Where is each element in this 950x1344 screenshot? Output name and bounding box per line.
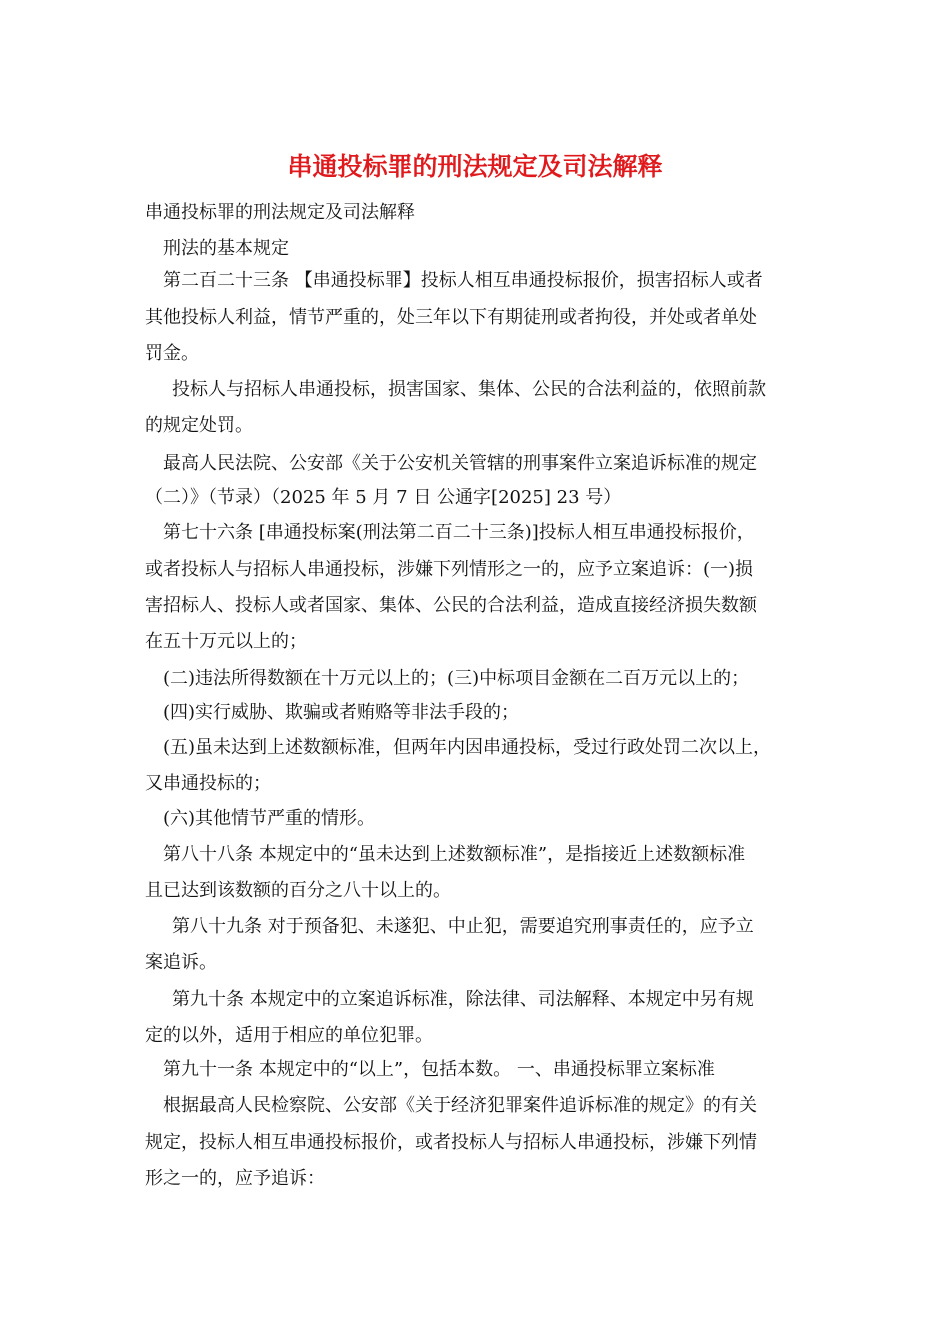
paragraph-line: 第二百二十三条 【串通投标罪】投标人相互串通投标报价，损害招标人或者: [163, 270, 763, 291]
paragraph-line: 定的以外，适用于相应的单位犯罪。: [145, 1025, 433, 1046]
paragraph-line: 最高人民法院、公安部《关于公安机关管辖的刑事案件立案追诉标准的规定: [163, 453, 757, 474]
paragraph-line: 根据最高人民检察院、公安部《关于经济犯罪案件追诉标准的规定》的有关: [163, 1095, 757, 1116]
paragraph-line: 第八十八条 本规定中的“虽未达到上述数额标准”，是指接近上述数额标准: [163, 844, 746, 865]
paragraph-line: 在五十万元以上的；: [145, 631, 307, 652]
paragraph-line: 第九十一条 本规定中的“以上”，包括本数。 一、串通投标罪立案标准: [163, 1059, 715, 1080]
paragraph-line: (五)虽未达到上述数额标准，但两年内因串通投标，受过行政处罚二次以上，: [163, 737, 772, 758]
paragraph-line: 案追诉。: [145, 952, 217, 973]
paragraph-line: 第八十九条 对于预备犯、未遂犯、中止犯，需要追究刑事责任的，应予立: [172, 916, 754, 937]
paragraph-line: 害招标人、投标人或者国家、集体、公民的合法利益，造成直接经济损失数额: [145, 595, 757, 616]
paragraph-line: 且已达到该数额的百分之八十以上的。: [145, 880, 451, 901]
paragraph-line: 第九十条 本规定中的立案追诉标准，除法律、司法解释、本规定中另有规: [172, 989, 754, 1010]
document-title: 串通投标罪的刑法规定及司法解释: [287, 152, 663, 181]
paragraph-line: 又串通投标的；: [145, 773, 271, 794]
paragraph-line: 投标人与招标人串通投标，损害国家、集体、公民的合法利益的，依照前款: [172, 379, 766, 400]
paragraph-line: (六)其他情节严重的情形。: [163, 808, 376, 829]
paragraph-line: （二）》（节录）（2025 年 5 月 7 日 公通字[2025] 23 号）: [145, 487, 622, 508]
paragraph-line: 串通投标罪的刑法规定及司法解释: [145, 202, 415, 223]
paragraph-line: 刑法的基本规定: [163, 238, 289, 259]
paragraph-line: (二)违法所得数额在十万元以上的；(三)中标项目金额在二百万元以上的；: [163, 668, 750, 689]
paragraph-line: 罚金。: [145, 343, 199, 364]
paragraph-line: 其他投标人利益，情节严重的，处三年以下有期徒刑或者拘役，并处或者单处: [145, 307, 757, 328]
paragraph-line: 的规定处罚。: [145, 415, 253, 436]
paragraph-line: (四)实行威胁、欺骗或者贿赂等非法手段的；: [163, 702, 520, 723]
paragraph-line: 规定，投标人相互串通投标报价，或者投标人与招标人串通投标，涉嫌下列情: [145, 1132, 757, 1153]
paragraph-line: 或者投标人与招标人串通投标，涉嫌下列情形之一的，应予立案追诉：(一)损: [145, 559, 754, 580]
paragraph-line: 第七十六条 [串通投标案(刑法第二百二十三条)]投标人相互串通投标报价，: [163, 522, 755, 543]
paragraph-line: 形之一的，应予追诉：: [145, 1168, 325, 1189]
